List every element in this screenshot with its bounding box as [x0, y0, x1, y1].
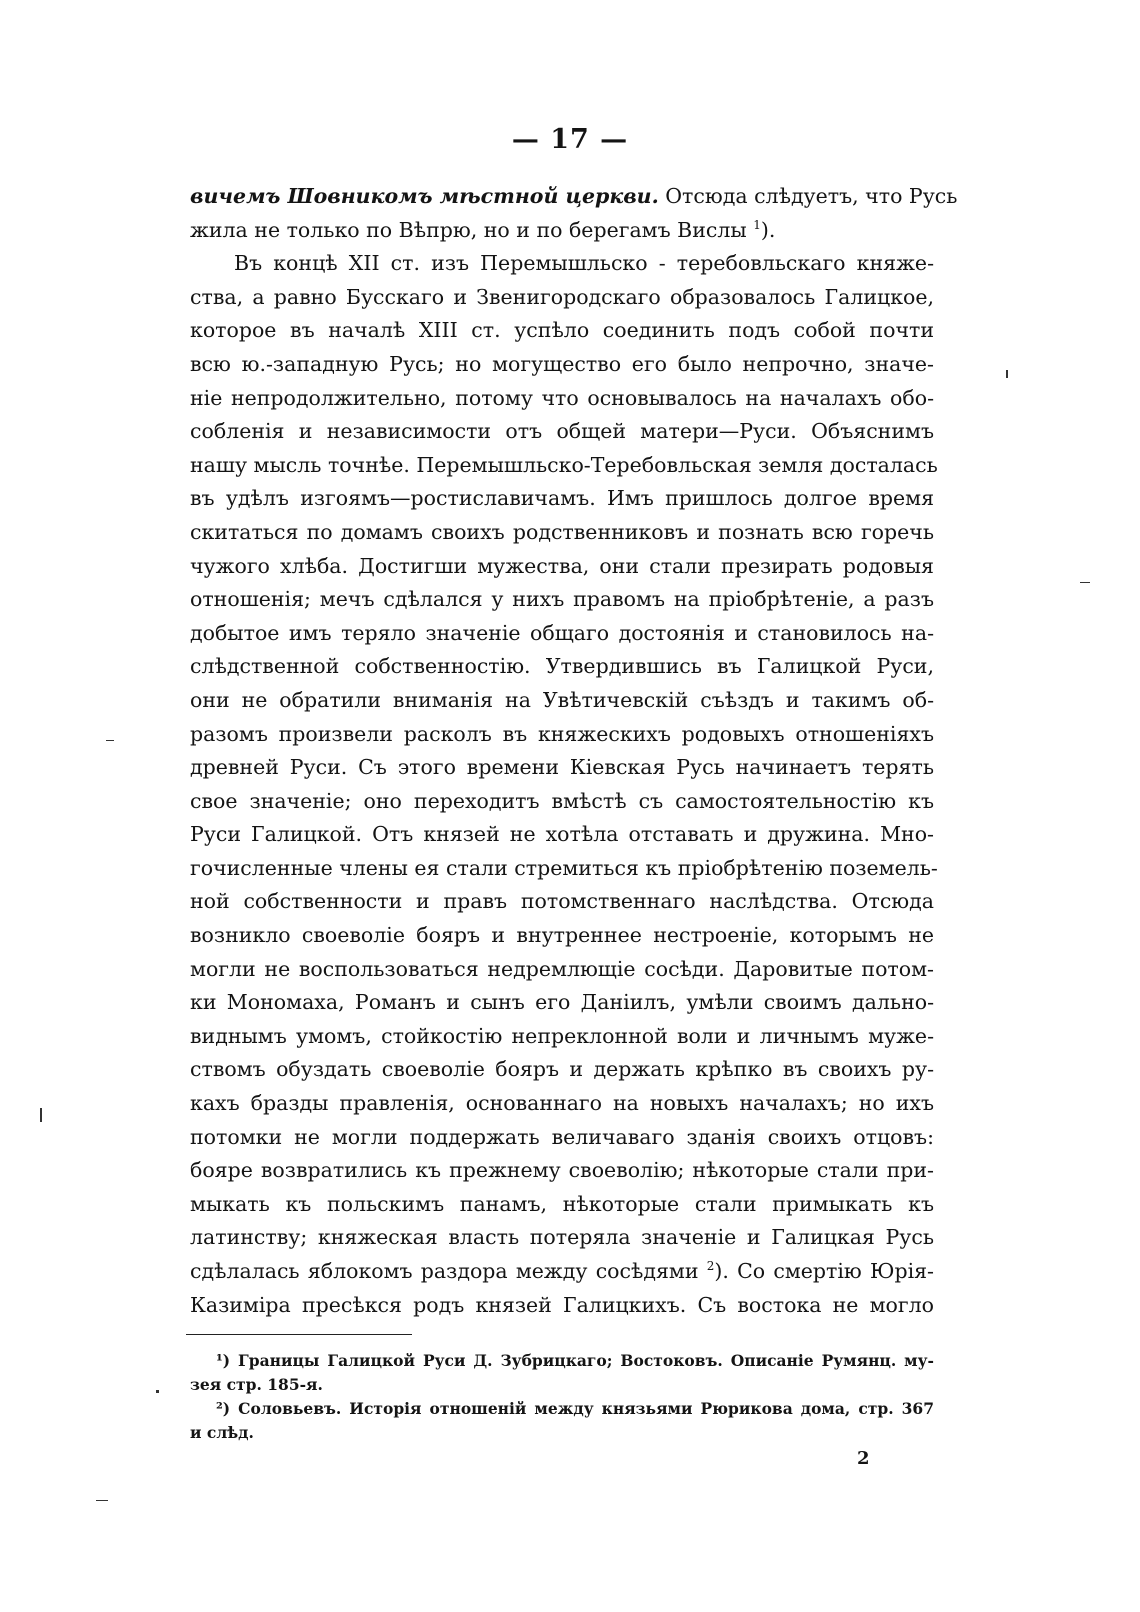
text-line: которое въ началѣ XIII ст. успѣло соединить подъ собой почти — [190, 318, 934, 343]
text-line: скитаться по домамъ своихъ родственниковъ и познать всю горечь — [190, 519, 934, 544]
text-line: древней Руси. Съ этого времени Кіевская Русь начинаетъ терять — [190, 755, 934, 780]
footnote-1: ¹) Границы Галицкой Руси Д. Зубрицкаго; Востоковъ. Описаніе Румянц. му- — [216, 1351, 934, 1370]
footnotes — [190, 1349, 934, 1445]
text-line: свое значеніе; оно переходитъ вмѣстѣ съ самостоятельностію къ — [190, 788, 934, 813]
text-line: мыкать къ польскимъ панамъ, нѣкоторые стали примыкать къ — [190, 1191, 934, 1216]
text-line: ствомъ обуздать своеволіе бояръ и держать крѣпко въ своихъ ру- — [190, 1057, 934, 1082]
line-text: ). — [760, 217, 776, 242]
text-line — [190, 180, 958, 214]
text-line: бояре возвратились къ прежнему своеволію; нѣкоторые стали при- — [190, 1158, 934, 1183]
text-line: ной собственности и правъ потомственнаго наслѣдства. Отсюда — [190, 889, 934, 914]
text-line: кахъ бразды правленія, основаннаго на новыхъ началахъ; но ихъ — [190, 1091, 934, 1116]
text-line: ніе непродолжительно, потому что основывалось на началахъ обо- — [190, 385, 934, 410]
text-line: всю ю.-западную Русь; но могущество его было непрочно, значе- — [190, 351, 934, 376]
footnote-2-continued: и слѣд. — [190, 1423, 254, 1442]
line-text: ). Со смертію Юрія- — [714, 1259, 934, 1283]
scan-speck — [96, 1500, 108, 1501]
footnote-divider — [186, 1334, 412, 1335]
text-line: возникло своеволіе бояръ и внутреннее нестроеніе, которымъ не — [190, 923, 934, 948]
text-line: гочисленные члены ея стали стремиться къ пріобрѣтенію поземель- — [190, 855, 938, 880]
text-line: латинству; княжеская власть потеряла значеніе и Галицкая Русь — [190, 1225, 934, 1250]
page-number: — 17 — — [511, 124, 629, 155]
footnote-1-continued: зея стр. 185-я. — [190, 1375, 323, 1394]
text-line: ки Мономаха, Романъ и сынъ его Даніилъ, умѣли своимъ дально- — [190, 990, 934, 1015]
text-line: разомъ произвели расколъ въ княжескихъ родовыхъ отношеніяхъ — [190, 721, 934, 746]
italic-phrase: вичемъ Шовникомъ мѣстной церкви. — [190, 184, 659, 208]
text-line: добытое имъ теряло значеніе общаго достоянія и становилось на- — [190, 620, 934, 645]
footnote-ref: 2 — [706, 1259, 715, 1274]
text-line: они не обратили вниманія на Увѣтичевскій съѣздъ и такимъ об- — [190, 687, 934, 712]
text-line: чужого хлѣба. Достигши мужества, они стали презирать родовыя — [190, 553, 934, 578]
text-line — [190, 214, 934, 248]
footnote-2: ²) Соловьевъ. Исторія отношеній между князьями Рюрикова дома, стр. 367 — [216, 1399, 934, 1418]
scan-speck — [1080, 582, 1090, 583]
text-line: ства, а равно Бусскаго и Звенигородскаго образовалось Галицкое, — [190, 284, 934, 309]
text-line: Въ концѣ XII ст. изъ Перемышльско - теребовльскаго княже- — [234, 251, 934, 276]
text-line: потомки не могли поддержать величаваго зданія своихъ отцовъ: — [190, 1124, 934, 1149]
scan-speck — [40, 1108, 42, 1122]
footnote-ref: 1 — [753, 217, 761, 232]
text-line: виднымъ умомъ, стойкостію непреклонной воли и личнымъ муже- — [190, 1023, 934, 1048]
line-text: жила не только по Вѣпрю, но и по берегамъ Вислы — [190, 217, 754, 242]
text-line: Руси Галицкой. Отъ князей не хотѣла отставать и дружина. Мно- — [190, 822, 934, 847]
scan-speck — [1006, 370, 1008, 378]
scan-speck — [156, 1390, 159, 1393]
main-text — [190, 180, 958, 1322]
text-line: слѣдственной собственностію. Утвердившись въ Галицкой Руси, — [190, 654, 934, 679]
text-line: собленія и независимости отъ общей матери—Руси. Объяснимъ — [190, 419, 934, 444]
text-line: отношенія; мечъ сдѣлался у нихъ правомъ на пріобрѣтеніе, а разъ — [190, 587, 934, 612]
signature-mark: 2 — [857, 1448, 870, 1469]
text-line: Казиміра пресѣкся родъ князей Галицкихъ. Съ востока не могло — [190, 1292, 934, 1317]
text-line — [190, 1255, 934, 1289]
line-text: Отсюда слѣдуетъ, что Русь — [658, 184, 958, 208]
line-text: сдѣлалась яблокомъ раздора между сосѣдями — [190, 1259, 707, 1283]
text-line: могли не воспользоваться недремлющіе сосѣди. Даровитые потом- — [190, 956, 934, 981]
scan-speck — [106, 740, 114, 741]
text-line: въ удѣлъ изгоямъ—ростиславичамъ. Имъ пришлось долгое время — [190, 486, 934, 511]
text-line: нашу мысль точнѣе. Перемышльско-Теребовльская земля досталась — [190, 452, 938, 477]
